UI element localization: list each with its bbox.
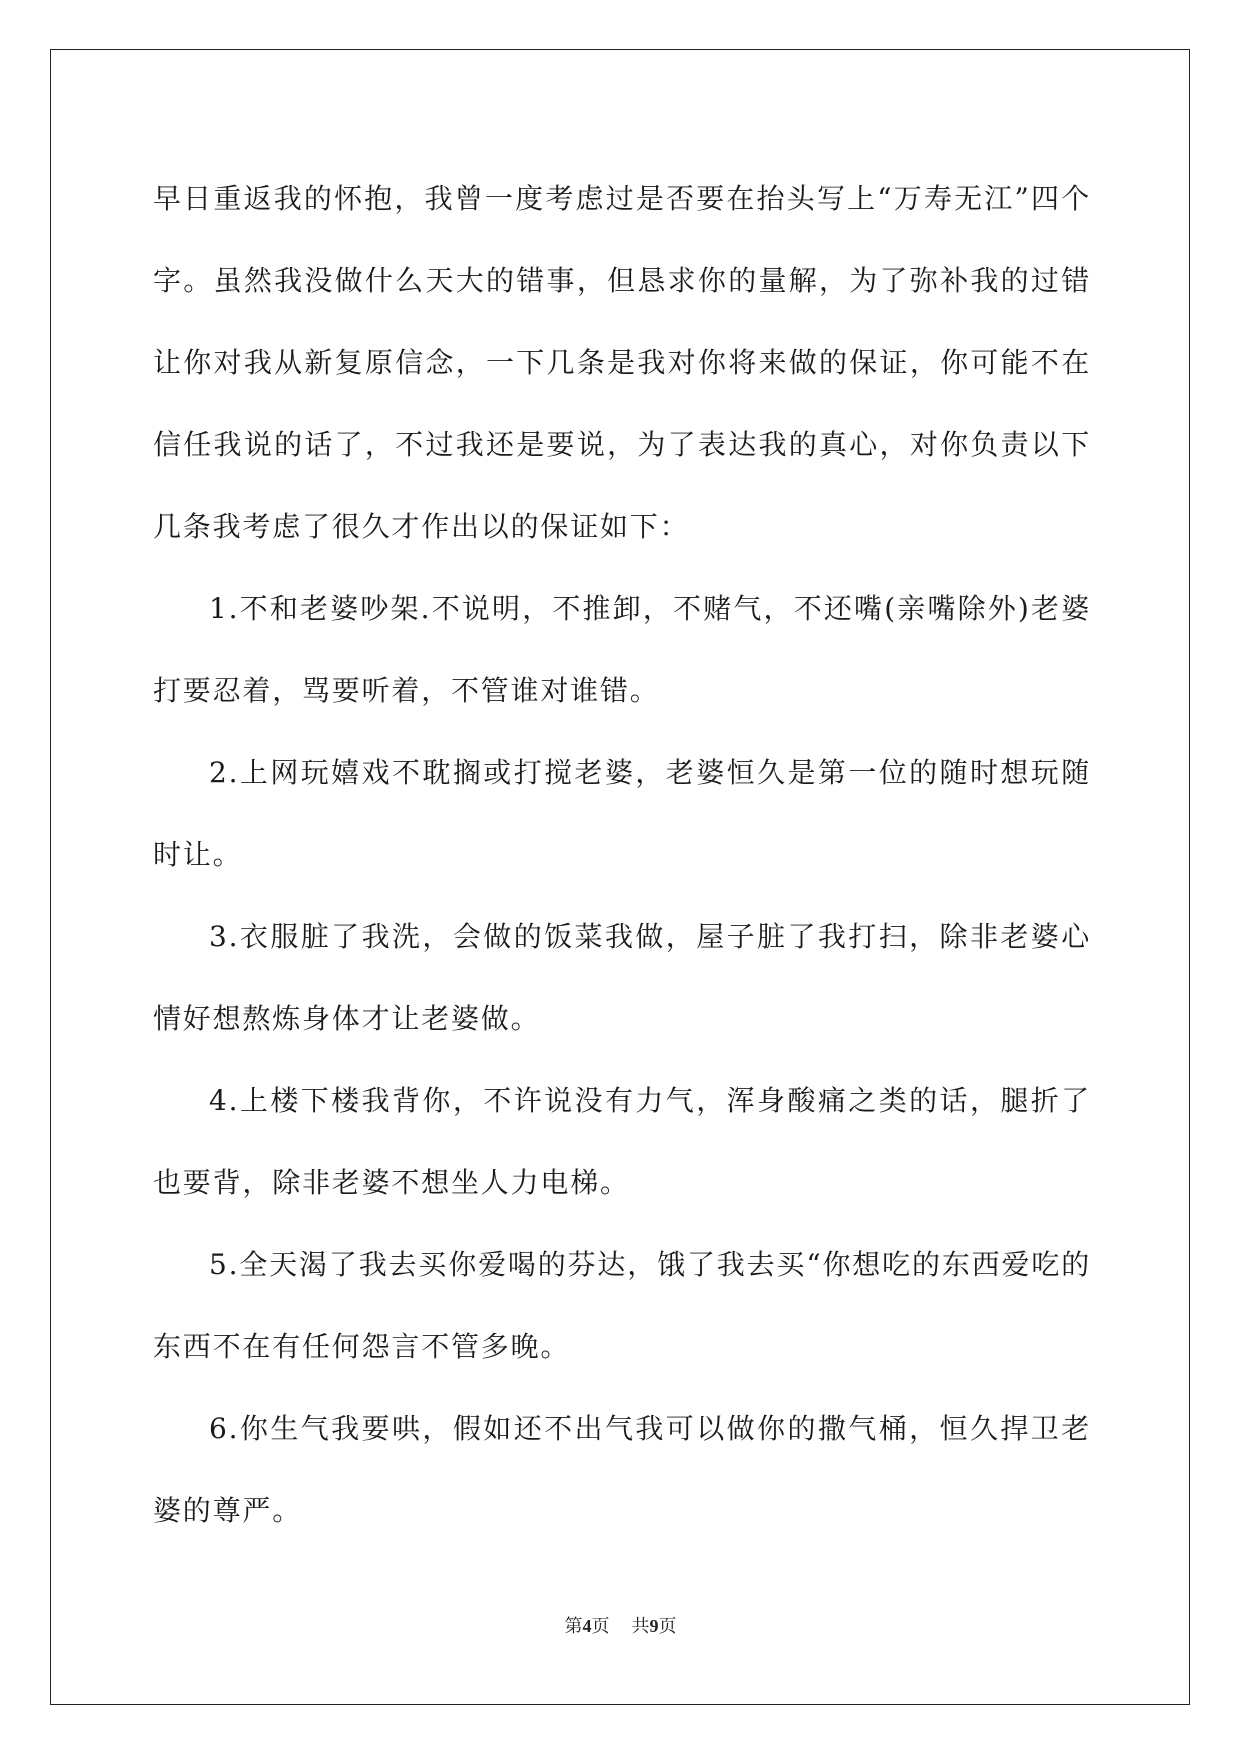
paragraph-item-5: 5.全天渴了我去买你爱喝的芬达，饿了我去买“你想吃的东西爱吃的东西不在有任何怨言不管多晚。 — [153, 1248, 1091, 1363]
paragraph-item-3: 3.衣服脏了我洗，会做的饭菜我做，屋子脏了我打扫，除非老婆心情好想熬炼身体才让老婆做。 — [153, 920, 1091, 1035]
paragraph-item-6: 6.你生气我要哄，假如还不出气我可以做你的撒气桶，恒久捍卫老婆的尊严。 — [153, 1412, 1091, 1527]
paragraph-intro: 早日重返我的怀抱，我曾一度考虑过是否要在抬头写上“万寿无江”四个字。虽然我没做什么天大的错事，但恳求你的量解，为了弥补我的过错让你对我从新复原信念，一下几条是我对你将来做的保证，你可能不在信任我说的话了，不过我还是要说，为了表达我的真心，对你负责以下几条我考虑了很久才作出以的保证如下： — [153, 182, 1091, 543]
total-prefix: 共 — [631, 1616, 650, 1636]
page-footer — [0, 1612, 1241, 1638]
paragraph-item-2: 2.上网玩嬉戏不耽搁或打搅老婆，老婆恒久是第一位的随时想玩随时让。 — [153, 756, 1091, 871]
page-total-number: 9 — [649, 1616, 659, 1636]
page-prefix: 第 — [564, 1616, 583, 1636]
document-body — [153, 158, 1091, 1552]
total-suffix: 页 — [658, 1616, 677, 1636]
paragraph-item-1: 1.不和老婆吵架.不说明，不推卸，不赌气，不还嘴(亲嘴除外)老婆打要忍着，骂要听着，不管谁对谁错。 — [153, 592, 1091, 707]
page-current-number: 4 — [582, 1616, 592, 1636]
paragraph-item-4: 4.上楼下楼我背你，不许说没有力气，浑身酸痛之类的话，腿折了也要背，除非老婆不想坐人力电梯。 — [153, 1084, 1091, 1199]
page-suffix: 页 — [591, 1616, 610, 1636]
